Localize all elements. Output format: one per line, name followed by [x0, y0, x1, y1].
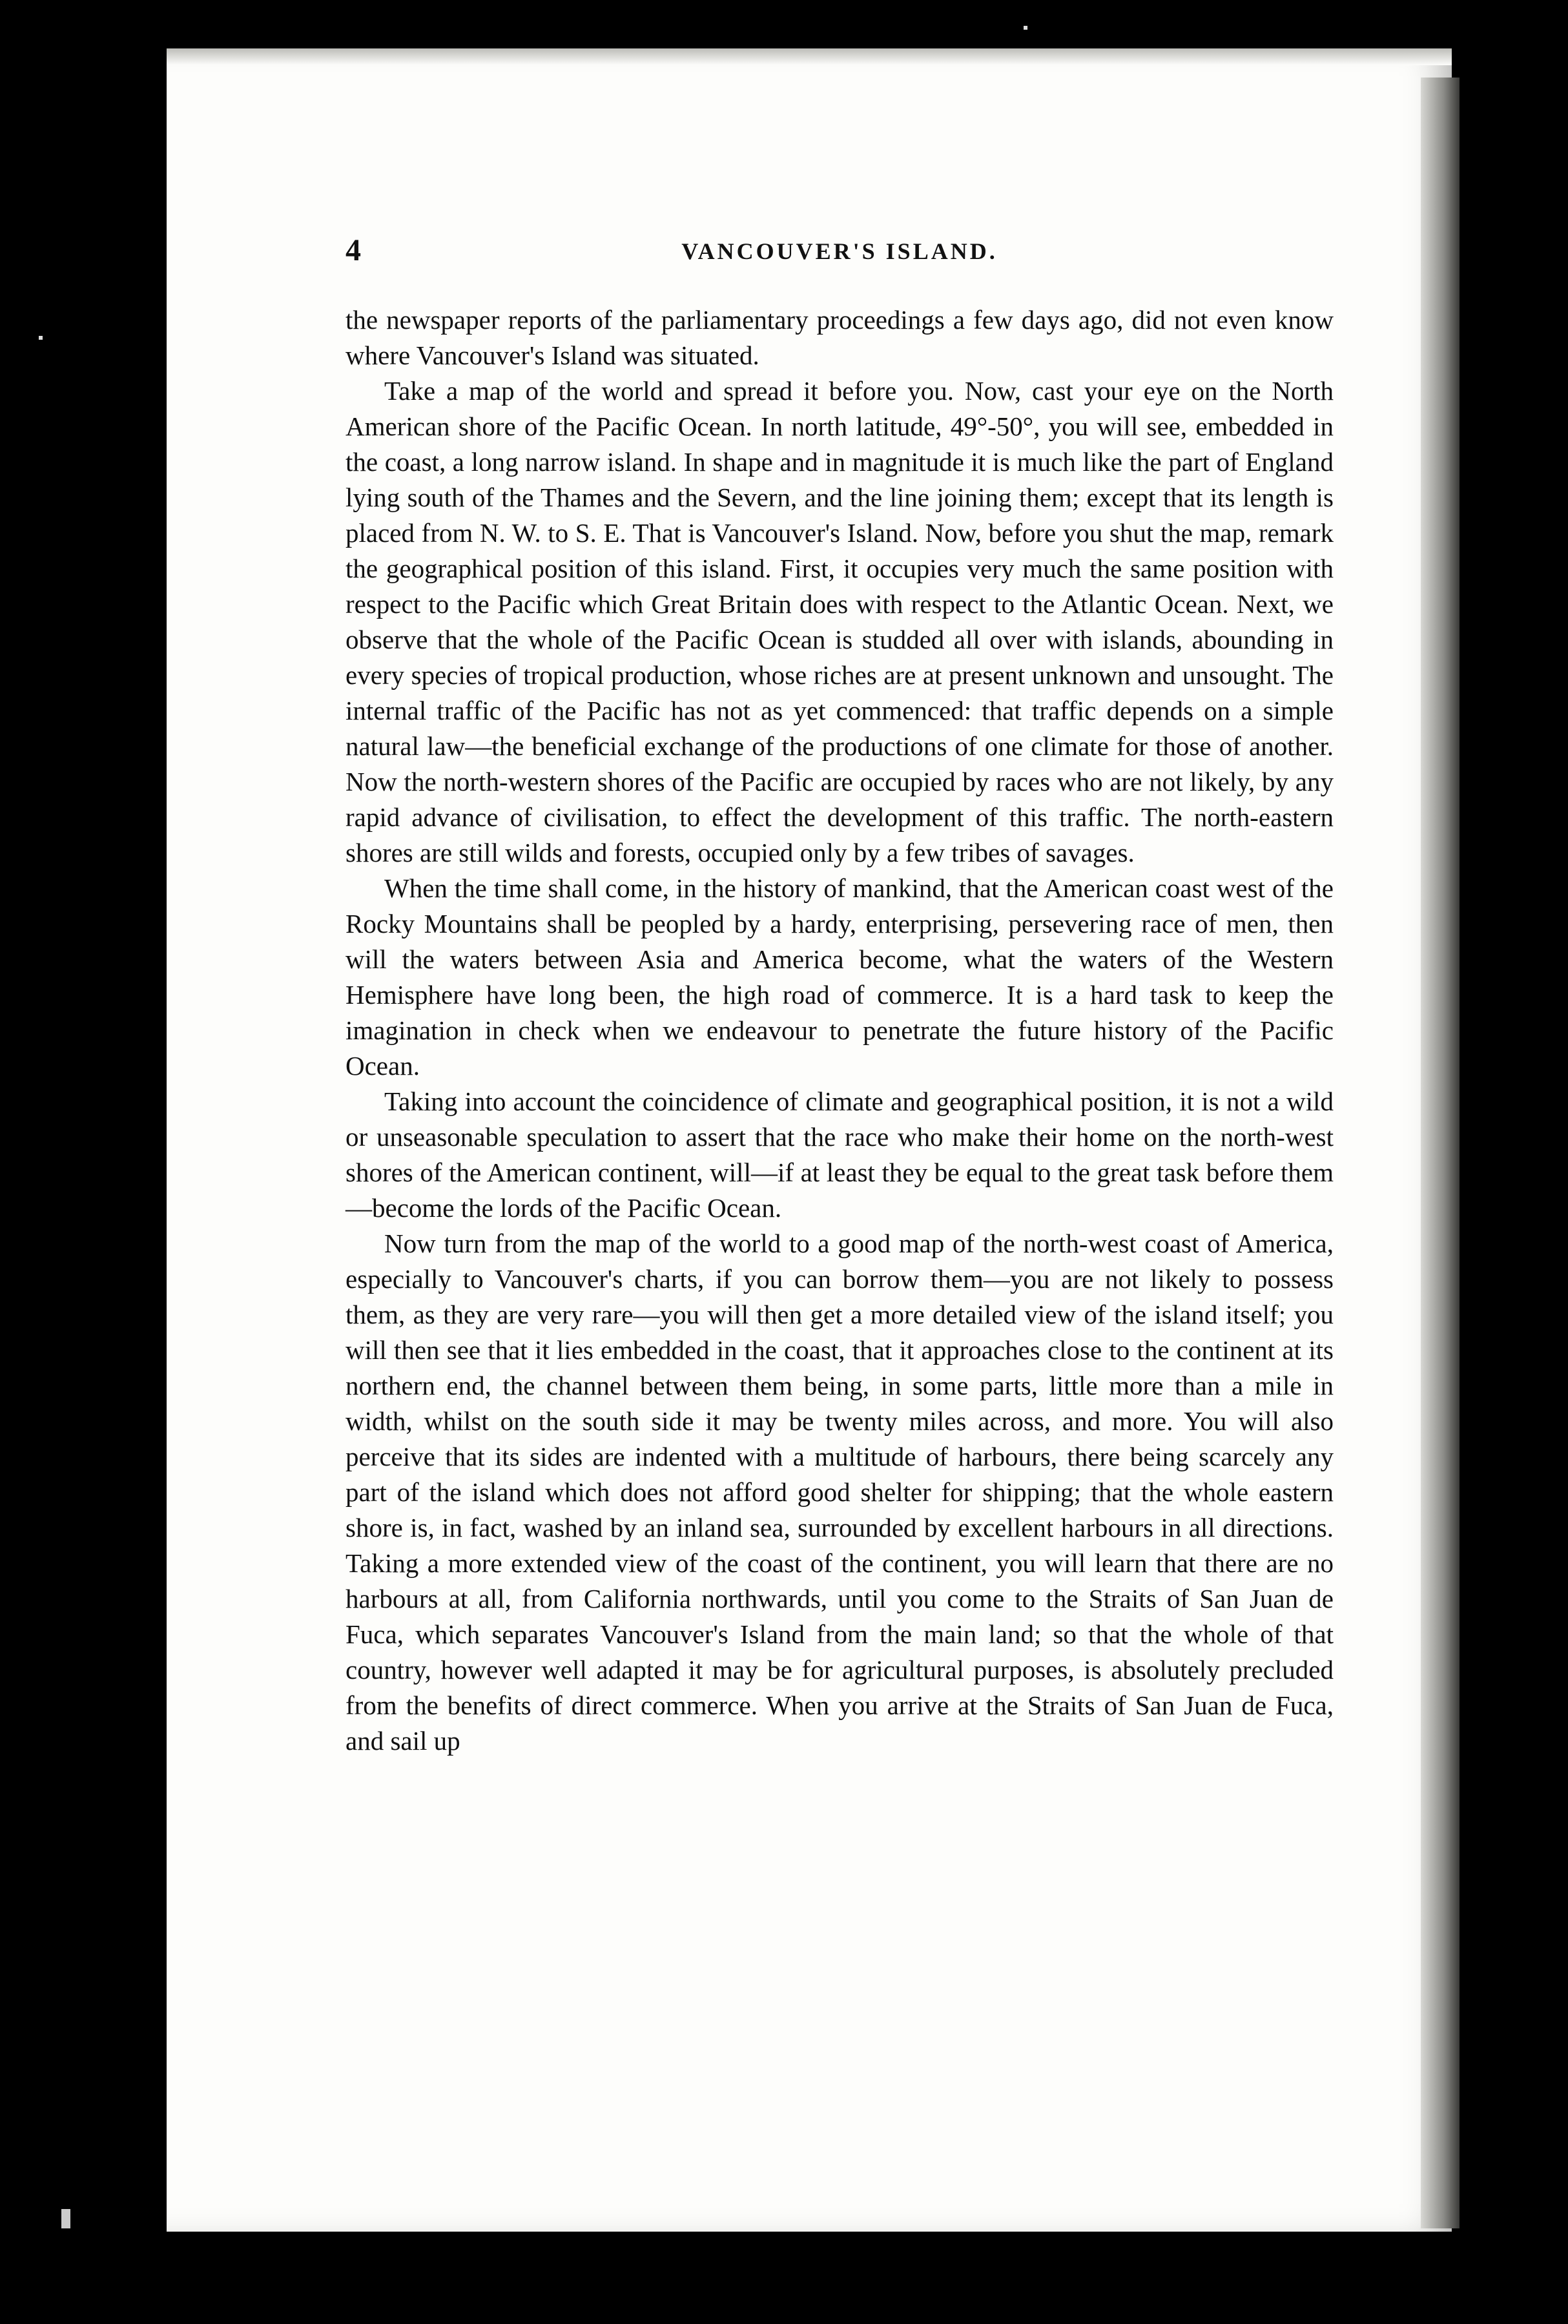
page-right-edge — [1421, 78, 1460, 2228]
page-top-edge — [167, 48, 1452, 65]
body-text — [346, 302, 1334, 1759]
page-number: 4 — [346, 233, 361, 267]
paragraph: Taking into account the coincidence of climate and geographical position, it is not a wild or unseasonable speculation to assert that the race who make their home on the north-west shores of the American continent, will—if at least they be equal to the great task before them—become the lords of the Pacific Ocean. — [346, 1086, 1334, 1223]
scan-speck — [39, 336, 43, 340]
paragraph: Now turn from the map of the world to a good map of the north-west coast of America, especially to Vancouver's charts, if you can borrow them—you are not likely to possess them, as they are very rare—you will then get a more detailed view of the island itself; you will then see that it lies embedded in the coast, that it approaches close to the continent at its northern end, the channel between them being, in some parts, little more than a mile in width, whilst on the south side it may be twenty miles across, and more. You will also perceive that its sides are indented with a multitude of harbours, there being scarcely any part of the island which does not afford good shelter for shipping; that the whole eastern shore is, in fact, washed by an inland sea, surrounded by excellent harbours in all directions. Taking a more extended view of the coast of the continent, you will learn that there are no harbours at all, from California northwards, until you come to the Straits of San Juan de Fuca, which separates Vancouver's Island from the main land; so that the whole of that country, however well adapted it may be for agricultural purposes, is absolutely precluded from the benefits of direct commerce. When you arrive at the Straits of San Juan de Fuca, and sail up — [346, 1229, 1334, 1756]
running-title: VANCOUVER'S ISLAND. — [681, 238, 998, 264]
page-header — [346, 233, 1334, 271]
scan-speck — [1024, 26, 1027, 30]
paragraph: Take a map of the world and spread it before you. Now, cast your eye on the North American shore of the Pacific Ocean. In north latitude, 49°-50°, you will see, embedded in the coast, a long narrow island. In shape and in magnitude it is much like the part of England lying south of the Thames and the Severn, and the line joining them; except that its length is placed from N. W. to S. E. That is Vancouver's Island. Now, before you shut the map, remark the geographical position of this island. First, it occupies very much the same position with respect to the Pacific which Great Britain does with respect to the Atlantic Ocean. Next, we observe that the whole of the Pacific Ocean is studded all over with islands, abounding in every species of tropical production, whose riches are at present unknown and unsought. The internal traffic of the Pacific has not as yet commenced: that traffic depends on a simple natural law—the beneficial exchange of the productions of one climate for those of another. Now the north-western shores of the Pacific are occupied by races who are not likely, by any rapid advance of civilisation, to effect the development of this traffic. The north-eastern shores are still wilds and forests, occupied only by a few tribes of savages. — [346, 376, 1334, 867]
paragraph: When the time shall come, in the history of mankind, that the American coast west of the Rocky Mountains shall be peopled by a hardy, enterprising, persevering race of men, then will the waters between Asia and America become, what the waters of the Western Hemisphere have long been, the high road of commerce. It is a hard task to keep the imagination in check when we endeavour to penetrate the future history of the Pacific Ocean. — [346, 873, 1334, 1081]
scan-speck — [61, 2209, 70, 2228]
paragraph: the newspaper reports of the parliamentary proceedings a few days ago, did not even know where Vancouver's Island was situated. — [346, 305, 1334, 370]
